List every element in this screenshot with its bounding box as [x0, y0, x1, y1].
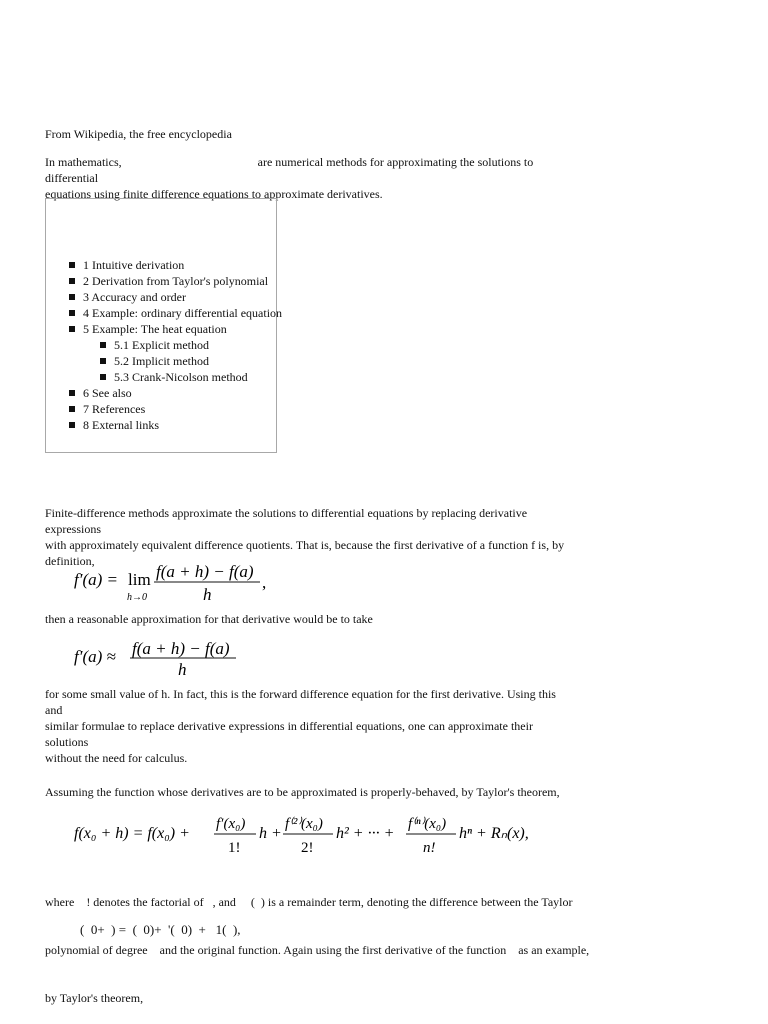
toc-list [69, 257, 282, 433]
text-line: without the need for calculus. [45, 751, 188, 765]
intro-paragraph [45, 154, 575, 202]
after-eq1-text: then a reasonable approximation for that derivative would be to take [45, 612, 373, 626]
toc-item[interactable]: 5 Example: The heat equation [69, 321, 282, 337]
toc-subitem[interactable]: 5.2 Implicit method [69, 353, 282, 369]
eq3-t3-num: f⁽ⁿ⁾(x₀) [408, 816, 447, 832]
eq1-lim: lim [128, 570, 151, 589]
table-of-contents [45, 198, 283, 453]
bullet-icon [69, 422, 75, 428]
eq2-numerator: f(a + h) − f(a) [132, 639, 230, 658]
text-line: polynomial of degree and the original function. Again using the first derivative of the function as an example, [45, 943, 590, 957]
eq3-t2-den: 2! [301, 840, 314, 856]
eq3-t1-tail: h + [259, 825, 282, 842]
eq1-tail: , [262, 573, 267, 592]
intro-lead: In mathematics, [45, 155, 122, 169]
eq3-t3-tail: hⁿ + Rₙ(x), [459, 825, 529, 842]
intro-rest: are numerical methods for approximating the solutions to differential [45, 155, 534, 185]
text-line: Finite-difference methods approximate the solutions to differential equations by replacing derivative expressions [45, 506, 528, 536]
eq3-t1-den: 1! [228, 840, 241, 856]
text-line: definition, [45, 554, 95, 568]
eq1-numerator: f(a + h) − f(a) [156, 562, 254, 581]
after-eq2-paragraph [45, 686, 575, 766]
bullet-icon [100, 358, 106, 364]
equation-derivative-definition [70, 558, 290, 604]
toc-item[interactable]: 3 Accuracy and order [69, 289, 282, 305]
bullet-icon [69, 390, 75, 396]
toc-item[interactable]: 4 Example: ordinary differential equation [69, 305, 282, 321]
where-paragraph [45, 862, 590, 1022]
section2-intro: Assuming the function whose derivatives are to be approximated is properly-behaved, by Taylor's theorem, [45, 785, 560, 799]
text-line: with approximately equivalent difference quotients. That is, because the first derivative of a function f is, by [45, 538, 565, 552]
text-line: similar formulae to replace derivative expressions in differential equations, one can approximate their solutions [45, 719, 533, 749]
text-line: where ! denotes the factorial of , and ( ) is a remainder term, denoting the difference between the Taylor [45, 895, 573, 909]
bullet-icon [100, 374, 106, 380]
eq1-lhs: f′(a) = [74, 570, 118, 589]
eq1-denominator: h [203, 585, 212, 604]
eq3-t1-num: f′(x₀) [216, 816, 246, 832]
source-line: From Wikipedia, the free encyclopedia [45, 127, 232, 141]
bullet-icon [69, 310, 75, 316]
bullet-icon [69, 326, 75, 332]
bullet-icon [69, 294, 75, 300]
toc-item[interactable]: 6 See also [69, 385, 282, 401]
eq1-lim-sub: h→0 [127, 592, 147, 603]
equation-taylor-series [70, 808, 550, 858]
eq2-lhs: f′(a) ≈ [74, 647, 116, 666]
toc-item[interactable]: 7 References [69, 401, 282, 417]
eq3-t3-den: n! [423, 840, 436, 856]
text-line: for some small value of h. In fact, this is the forward difference equation for the first derivative. Using this and [45, 687, 556, 717]
broken-equation: ( 0+ ) = ( 0)+ '( 0) + 1( ), [80, 922, 241, 937]
eq3-lhs: f(x₀ + h) = f(x₀) + [74, 825, 190, 842]
bullet-icon [69, 278, 75, 284]
toc-subitem[interactable]: 5.3 Crank-Nicolson method [69, 369, 282, 385]
toc-item[interactable]: 8 External links [69, 417, 282, 433]
text-line: by Taylor's theorem, [45, 991, 144, 1005]
eq3-t2-tail: h² + ··· + [336, 825, 395, 842]
bullet-icon [69, 406, 75, 412]
equation-forward-difference [70, 634, 250, 680]
toc-item[interactable]: 2 Derivation from Taylor's polynomial [69, 273, 282, 289]
bullet-icon [100, 342, 106, 348]
bullet-icon [69, 262, 75, 268]
eq2-denominator: h [178, 660, 187, 679]
eq3-t2-num: f⁽²⁾(x₀) [285, 816, 323, 832]
intro-line2: equations using finite difference equations to approximate derivatives. [45, 187, 383, 201]
toc-subitem[interactable]: 5.1 Explicit method [69, 337, 282, 353]
toc-item[interactable]: 1 Intuitive derivation [69, 257, 282, 273]
